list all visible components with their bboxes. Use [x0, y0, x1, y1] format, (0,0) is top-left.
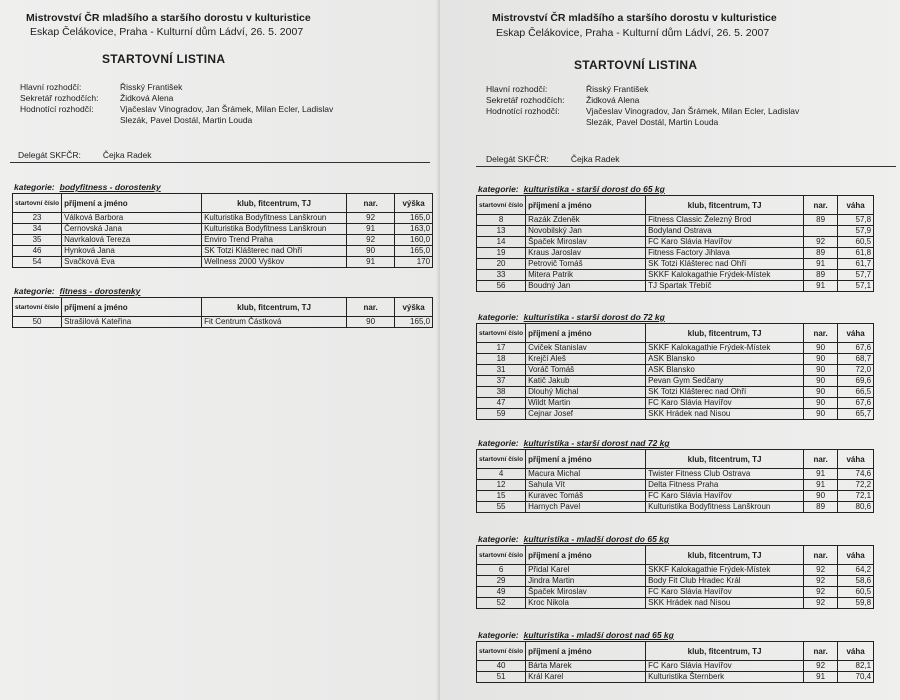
table-header-row [13, 298, 433, 317]
category-label [14, 286, 140, 296]
col-start-number: startovní číslo [13, 298, 62, 317]
start-number: 59 [477, 409, 526, 420]
category-label [478, 534, 669, 544]
col-club: klub, fitcentrum, TJ [646, 546, 804, 565]
height-value: 165,0 [395, 213, 433, 224]
event-venue: Eskap Čelákovice, Praha - Kulturní dům Ládví, 26. 5. 2007 [30, 26, 304, 38]
category-table [12, 193, 433, 268]
table-row [477, 661, 874, 672]
start-number: 20 [477, 259, 526, 270]
delegate-label: Delegát SKFČR: [486, 154, 549, 164]
table-row [477, 398, 874, 409]
col-name: příjmení a jméno [526, 642, 646, 661]
secretary-label: Sekretář rozhodčích: [486, 95, 565, 105]
start-number: 14 [477, 237, 526, 248]
start-number: 17 [477, 343, 526, 354]
start-number: 35 [13, 235, 62, 246]
birth-year: 90 [804, 376, 838, 387]
competitor-name: Harnych Pavel [526, 502, 646, 513]
start-number: 13 [477, 226, 526, 237]
col-vaha: váha [838, 324, 874, 343]
table-header-row [477, 450, 874, 469]
birth-year: 92 [804, 565, 838, 576]
competitor-name: Cejnar Josef [526, 409, 646, 420]
category-prefix: kategorie: [478, 534, 519, 544]
club-name: Kulturistika Bodyfitness Lanškroun [202, 213, 347, 224]
delegate: Čejka Radek [570, 154, 620, 164]
category-table [476, 195, 874, 292]
table-row [477, 480, 874, 491]
weight-value: 57,1 [838, 281, 874, 292]
col-birth-year: nar. [804, 196, 838, 215]
event-title: Mistrovství ČR mladšího a staršího dorostu v kulturistice [492, 12, 777, 24]
category-table [12, 297, 433, 328]
start-number: 38 [477, 387, 526, 398]
table-row [477, 502, 874, 513]
birth-year: 89 [804, 502, 838, 513]
category-table [476, 545, 874, 609]
competitor-name: Dlouhý Michal [526, 387, 646, 398]
birth-year: 91 [347, 224, 395, 235]
weight-value: 61,8 [838, 248, 874, 259]
category-prefix: kategorie: [478, 312, 519, 322]
judges: Vjačeslav Vinogradov, Jan Šrámek, Milan Ecler, Ladislav Slezák, Pavel Dostál, Martin Louda [120, 104, 334, 125]
col-birth-year: nar. [347, 194, 395, 213]
table-row [477, 469, 874, 480]
club-name: SK Totzi Klášterec nad Ohří [646, 387, 804, 398]
competitor-name: Sahula Vít [526, 480, 646, 491]
birth-year: 91 [804, 259, 838, 270]
competitor-name: Navrkalová Tereza [62, 235, 202, 246]
club-name: Delta Fitness Praha [646, 480, 804, 491]
col-birth-year: nar. [347, 298, 395, 317]
table-row [477, 270, 874, 281]
col-name: příjmení a jméno [526, 450, 646, 469]
table-row [477, 248, 874, 259]
club-name: FC Karo Slávia Havířov [646, 237, 804, 248]
category-name: kulturistika - mladší dorost do 65 kg [523, 534, 670, 544]
table-row [477, 354, 874, 365]
start-number: 34 [13, 224, 62, 235]
club-name: Pevan Gym Sedčany [646, 376, 804, 387]
left-sheet [0, 0, 440, 700]
divider [476, 166, 896, 167]
table-row [13, 224, 433, 235]
weight-value: 66,5 [838, 387, 874, 398]
table-row [13, 317, 433, 328]
table-row [477, 672, 874, 683]
col-name: příjmení a jméno [526, 196, 646, 215]
start-number: 37 [477, 376, 526, 387]
club-name: Fit Centrum Částková [202, 317, 347, 328]
start-number: 33 [477, 270, 526, 281]
start-number: 51 [477, 672, 526, 683]
category-name: kulturistika - starší dorost do 72 kg [523, 312, 665, 322]
competitor-name: Černovská Jana [62, 224, 202, 235]
secretary: Židková Alena [586, 95, 640, 105]
birth-year: 92 [804, 598, 838, 609]
birth-year: 90 [804, 491, 838, 502]
col-start-number: startovní číslo [477, 546, 526, 565]
secretary: Židková Alena [120, 93, 174, 103]
start-number: 19 [477, 248, 526, 259]
col-club: klub, fitcentrum, TJ [646, 450, 804, 469]
club-name: ASK Blansko [646, 365, 804, 376]
table-header-row [477, 324, 874, 343]
start-number: 52 [477, 598, 526, 609]
col-vaha: váha [838, 546, 874, 565]
club-name: ASK Blansko [646, 354, 804, 365]
col-club: klub, fitcentrum, TJ [202, 298, 347, 317]
table-row [13, 246, 433, 257]
table-row [477, 598, 874, 609]
weight-value: 61,7 [838, 259, 874, 270]
judges-label: Hodnotící rozhodčí: [20, 104, 94, 114]
birth-year: 91 [804, 281, 838, 292]
col-club: klub, fitcentrum, TJ [646, 642, 804, 661]
weight-value: 59,8 [838, 598, 874, 609]
category-name: kulturistika - starší dorost do 65 kg [523, 184, 665, 194]
weight-value: 69,6 [838, 376, 874, 387]
birth-year: 90 [804, 398, 838, 409]
delegate: Čejka Radek [102, 150, 152, 160]
competitor-name: Petrovič Tomáš [526, 259, 646, 270]
club-name: SKK Hrádek nad Nisou [646, 409, 804, 420]
competitor-name: Strašilová Kateřina [62, 317, 202, 328]
col-start-number: startovní číslo [477, 642, 526, 661]
chief-judge: Řisský František [120, 82, 183, 92]
col-birth-year: nar. [804, 642, 838, 661]
start-number: 8 [477, 215, 526, 226]
category-prefix: kategorie: [14, 286, 55, 296]
table-row [477, 259, 874, 270]
competitor-name: Válková Barbora [62, 213, 202, 224]
competitor-name: Macura Michal [526, 469, 646, 480]
weight-value: 67,6 [838, 343, 874, 354]
birth-year: 92 [804, 587, 838, 598]
category-table [476, 449, 874, 513]
birth-year: 90 [347, 246, 395, 257]
table-row [13, 257, 433, 268]
table-row [477, 281, 874, 292]
table-header-row [13, 194, 433, 213]
officials-block [486, 84, 826, 128]
judges-label: Hodnotící rozhodčí: [486, 106, 560, 116]
club-name: Enviro Trend Praha [202, 235, 347, 246]
table-row [477, 215, 874, 226]
category-label [478, 312, 665, 322]
club-name: Wellness 2000 Vyškov [202, 257, 347, 268]
competitor-name: Kraus Jaroslav [526, 248, 646, 259]
col-birth-year: nar. [804, 450, 838, 469]
category-prefix: kategorie: [478, 184, 519, 194]
weight-value: 67,6 [838, 398, 874, 409]
competitor-name: Přidal Karel [526, 565, 646, 576]
page-heading: STARTOVNÍ LISTINA [102, 52, 226, 66]
weight-value: 68,7 [838, 354, 874, 365]
table-row [477, 576, 874, 587]
col-club: klub, fitcentrum, TJ [646, 196, 804, 215]
col-vaha: váha [838, 196, 874, 215]
club-name: Kulturistika Šternberk [646, 672, 804, 683]
table-row [477, 365, 874, 376]
col-birth-year: nar. [804, 324, 838, 343]
height-value: 165,0 [395, 317, 433, 328]
category-name: kulturistika - mladší dorost nad 65 kg [523, 630, 674, 640]
category-table [476, 641, 874, 683]
table-row [477, 387, 874, 398]
club-name: Kulturistika Bodyfitness Lanškroun [646, 502, 804, 513]
weight-value: 60,5 [838, 587, 874, 598]
col-name: příjmení a jméno [526, 546, 646, 565]
start-number: 18 [477, 354, 526, 365]
competitor-name: Katič Jakub [526, 376, 646, 387]
event-venue: Eskap Čelákovice, Praha - Kulturní dům Ládví, 26. 5. 2007 [496, 27, 770, 39]
height-value: 165,0 [395, 246, 433, 257]
club-name: FC Karo Slávia Havířov [646, 398, 804, 409]
table-row [477, 587, 874, 598]
competitor-name: Krejčí Aleš [526, 354, 646, 365]
weight-value: 57,7 [838, 270, 874, 281]
club-name: Fitness Classic Železný Brod [646, 215, 804, 226]
competitor-name: Wildt Martin [526, 398, 646, 409]
weight-value: 58,6 [838, 576, 874, 587]
page-heading: STARTOVNÍ LISTINA [574, 58, 698, 72]
competitor-name: Bárta Marek [526, 661, 646, 672]
height-value: 160,0 [395, 235, 433, 246]
competitor-name: Mitera Patrik [526, 270, 646, 281]
divider [10, 162, 430, 163]
club-name: SK Totzi Klášterec nad Ohří [202, 246, 347, 257]
category-name: bodyfitness - dorostenky [59, 182, 161, 192]
birth-year: 90 [804, 409, 838, 420]
club-name: FC Karo Slávia Havířov [646, 587, 804, 598]
club-name: FC Karo Slávia Havířov [646, 491, 804, 502]
club-name: SK Totzi Klášterec nad Ohří [646, 259, 804, 270]
birth-year: 89 [804, 270, 838, 281]
competitor-name: Špaček Miroslav [526, 237, 646, 248]
weight-value: 64,2 [838, 565, 874, 576]
club-name: Bodyland Ostrava [646, 226, 804, 237]
competitor-name: Boudný Jan [526, 281, 646, 292]
col-start-number: startovní číslo [477, 324, 526, 343]
officials-block [20, 82, 350, 126]
competitor-name: Jindra Martin [526, 576, 646, 587]
weight-value: 82,1 [838, 661, 874, 672]
chief-judge: Řisský František [586, 84, 649, 94]
col-name: příjmení a jméno [526, 324, 646, 343]
weight-value: 72,2 [838, 480, 874, 491]
birth-year: 90 [804, 343, 838, 354]
start-number: 40 [477, 661, 526, 672]
competitor-name: Novobilský Jan [526, 226, 646, 237]
club-name: Kulturistika Bodyfitness Lanškroun [202, 224, 347, 235]
birth-year: 91 [804, 469, 838, 480]
start-number: 15 [477, 491, 526, 502]
club-name: FC Karo Slávia Havířov [646, 661, 804, 672]
table-header-row [477, 546, 874, 565]
club-name: Body Fit Club Hradec Král [646, 576, 804, 587]
start-number: 47 [477, 398, 526, 409]
start-number: 23 [13, 213, 62, 224]
delegate-line [486, 154, 620, 164]
start-number: 6 [477, 565, 526, 576]
club-name: Fitness Factory Jihlava [646, 248, 804, 259]
height-value: 163,0 [395, 224, 433, 235]
weight-value: 57,9 [838, 226, 874, 237]
chief-judge-label: Hlavní rozhodčí: [20, 82, 82, 92]
competitor-name: Hynková Jana [62, 246, 202, 257]
weight-value: 80,6 [838, 502, 874, 513]
table-row [477, 343, 874, 354]
birth-year: 91 [804, 672, 838, 683]
chief-judge-label: Hlavní rozhodčí: [486, 84, 548, 94]
competitor-name: Razák Zdeněk [526, 215, 646, 226]
col-vyska: výška [395, 298, 433, 317]
competitor-name: Kroc Nikola [526, 598, 646, 609]
table-row [13, 213, 433, 224]
category-label [478, 630, 674, 640]
col-vyska: výška [395, 194, 433, 213]
birth-year: 91 [347, 257, 395, 268]
club-name: TJ Spartak Třebíč [646, 281, 804, 292]
table-row [477, 226, 874, 237]
competitor-name: Král Karel [526, 672, 646, 683]
table-header-row [477, 642, 874, 661]
club-name: SKKF Kalokagathie Frýdek-Místek [646, 565, 804, 576]
category-name: fitness - dorostenky [59, 286, 141, 296]
start-number: 46 [13, 246, 62, 257]
col-vaha: váha [838, 642, 874, 661]
col-birth-year: nar. [804, 546, 838, 565]
club-name: SKK Hrádek nad Nisou [646, 598, 804, 609]
category-label [478, 184, 665, 194]
birth-year: 92 [347, 235, 395, 246]
birth-year: 92 [347, 213, 395, 224]
table-header-row [477, 196, 874, 215]
birth-year: 90 [347, 317, 395, 328]
weight-value: 65,7 [838, 409, 874, 420]
col-club: klub, fitcentrum, TJ [646, 324, 804, 343]
start-number: 4 [477, 469, 526, 480]
birth-year: 92 [804, 661, 838, 672]
birth-year: 90 [804, 354, 838, 365]
birth-year: 92 [804, 237, 838, 248]
event-title: Mistrovství ČR mladšího a staršího dorostu v kulturistice [26, 12, 311, 24]
delegate-label: Delegát SKFČR: [18, 150, 81, 160]
competitor-name: Cviček Stanislav [526, 343, 646, 354]
judges: Vjačeslav Vinogradov, Jan Šrámek, Milan Ecler, Ladislav Slezák, Pavel Dostál, Martin Louda [586, 106, 800, 127]
weight-value: 70,4 [838, 672, 874, 683]
weight-value: 72,1 [838, 491, 874, 502]
category-label [14, 182, 161, 192]
start-number: 56 [477, 281, 526, 292]
category-prefix: kategorie: [478, 630, 519, 640]
competitor-name: Špaček Miroslav [526, 587, 646, 598]
table-row [477, 237, 874, 248]
start-number: 49 [477, 587, 526, 598]
competitor-name: Voráč Tomáš [526, 365, 646, 376]
col-name: příjmení a jméno [62, 298, 202, 317]
start-number: 50 [13, 317, 62, 328]
category-prefix: kategorie: [14, 182, 55, 192]
col-start-number: startovní číslo [13, 194, 62, 213]
club-name: SKKF Kalokagathie Frýdek-Místek [646, 270, 804, 281]
club-name: Twister Fitness Club Ostrava [646, 469, 804, 480]
birth-year [804, 226, 838, 237]
start-number: 12 [477, 480, 526, 491]
start-number: 55 [477, 502, 526, 513]
table-row [477, 491, 874, 502]
start-number: 54 [13, 257, 62, 268]
delegate-line [18, 150, 152, 160]
col-start-number: startovní číslo [477, 450, 526, 469]
height-value: 170 [395, 257, 433, 268]
category-table [476, 323, 874, 420]
col-club: klub, fitcentrum, TJ [202, 194, 347, 213]
start-number: 29 [477, 576, 526, 587]
weight-value: 57,8 [838, 215, 874, 226]
table-row [477, 409, 874, 420]
competitor-name: Kuravec Tomáš [526, 491, 646, 502]
right-sheet [440, 0, 900, 700]
col-start-number: startovní číslo [477, 196, 526, 215]
birth-year: 92 [804, 576, 838, 587]
col-name: příjmení a jméno [62, 194, 202, 213]
birth-year: 90 [804, 387, 838, 398]
birth-year: 91 [804, 480, 838, 491]
category-label [478, 438, 670, 448]
table-row [477, 376, 874, 387]
birth-year: 90 [804, 365, 838, 376]
birth-year: 89 [804, 215, 838, 226]
club-name: SKKF Kalokagathie Frýdek-Místek [646, 343, 804, 354]
competitor-name: Svačková Eva [62, 257, 202, 268]
category-name: kulturistika - starší dorost nad 72 kg [523, 438, 670, 448]
secretary-label: Sekretář rozhodčích: [20, 93, 99, 103]
col-vaha: váha [838, 450, 874, 469]
table-row [13, 235, 433, 246]
weight-value: 72,0 [838, 365, 874, 376]
table-row [477, 565, 874, 576]
weight-value: 60,5 [838, 237, 874, 248]
category-prefix: kategorie: [478, 438, 519, 448]
start-number: 31 [477, 365, 526, 376]
birth-year: 89 [804, 248, 838, 259]
weight-value: 74,6 [838, 469, 874, 480]
